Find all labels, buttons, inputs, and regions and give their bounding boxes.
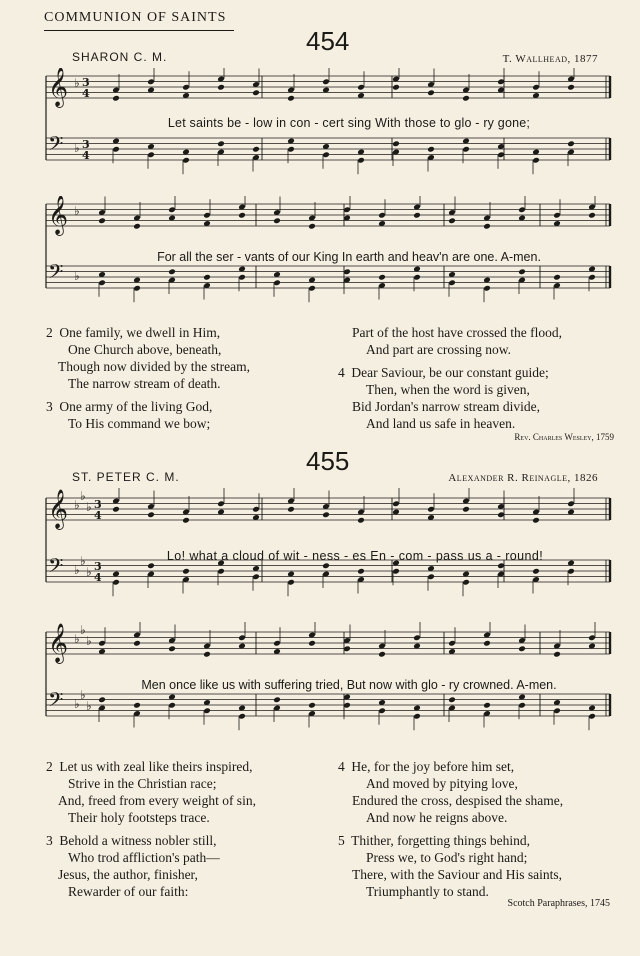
flat-icon: ♭ [74,141,80,155]
verse-line: Jesus, the author, finisher, [58,867,198,882]
flat-icon: ♭ [74,563,80,577]
note-head [483,702,491,709]
verse-line: And land us safe in heaven. [366,416,516,431]
hymn-number: 454 [306,26,350,56]
verse-line: Press we, to God's right hand; [366,850,528,865]
verse-line: Let us with zeal like theirs inspired, [59,759,253,774]
note-head [273,217,281,224]
verse-line: Though now divided by the stream, [58,359,250,374]
verse [46,398,212,432]
verse-line: One Church above, beneath, [68,342,222,357]
flat-icon: ♭ [86,634,92,648]
note-head [182,517,190,524]
treble-clef-icon: 𝄞 [48,623,69,663]
note-head [483,223,491,230]
verse-line: The narrow stream of death. [68,376,221,391]
time-signature-top: 3 [94,498,102,511]
verse-number: 2 [46,325,53,340]
time-signature-bottom: 4 [94,571,102,584]
note-head [567,140,575,147]
verse-line: There, with the Saviour and His saints, [352,867,562,882]
note-head [112,95,120,102]
verse-number: 3 [46,399,53,414]
note-head [98,696,106,703]
composer: T. Wallhead, 1877 [502,53,598,65]
verse-line: Endured the cross, despised the shame, [352,793,564,808]
verse [46,758,256,826]
note-head [322,511,330,518]
verse-line: Part of the host have crossed the flood, [352,325,562,340]
bass-clef-icon: 𝄢 [48,554,64,582]
note-head [553,651,561,658]
note-head [357,568,365,575]
flat-icon: ♭ [74,498,80,512]
note-head [518,268,526,275]
note-head [322,562,330,569]
verse-number: 2 [46,759,53,774]
flat-icon: ♭ [80,623,86,637]
note-head [287,95,295,102]
note-head [308,223,316,230]
note-head [273,696,281,703]
verse-line: And part are crossing now. [366,342,511,357]
time-signature-top: 3 [82,76,90,89]
section-header: COMMUNION OF SAINTS [44,10,227,25]
verse-number: 5 [338,833,345,848]
tune-name: SHARON C. M. [72,50,168,64]
verse-line: Their holy footsteps trace. [68,810,210,825]
note-head [308,702,316,709]
attribution: Rev. Charles Wesley, 1759 [514,432,614,442]
flat-icon: ♭ [86,500,92,514]
note-head [133,702,141,709]
flat-icon: ♭ [86,699,92,713]
composer: Alexander R. Reinagle, 1826 [448,472,598,484]
time-signature-top: 3 [94,560,102,573]
time-signature-bottom: 4 [82,149,90,162]
note-head [147,562,155,569]
verse-line: Behold a witness nobler still, [59,833,217,848]
flat-icon: ♭ [80,554,86,568]
note-head [147,511,155,518]
note-head [462,95,470,102]
header-rule [44,30,234,31]
note-head [378,651,386,658]
flat-icon: ♭ [86,565,92,579]
verse [338,832,562,900]
flat-icon: ♭ [74,76,80,90]
time-signature-top: 3 [82,138,90,151]
verse-line: And, freed from every weight of sin, [58,793,256,808]
flat-icon: ♭ [74,204,80,218]
attribution: Scotch Paraphrases, 1745 [507,898,610,909]
note-head [308,640,316,647]
verse-line: One family, we dwell in Him, [59,325,221,340]
note-head [133,223,141,230]
verse-line: And now he reigns above. [366,810,508,825]
time-signature-bottom: 4 [94,509,102,522]
tune-name: ST. PETER C. M. [72,470,180,484]
note-head [252,146,260,153]
lyric-line: Men once like us with suffering tried, But now with glo - ry crowned. A-men. [141,678,557,692]
bass-clef-icon: 𝄢 [48,260,64,288]
flat-icon: ♭ [80,688,86,702]
treble-clef-icon: 𝄞 [48,196,69,235]
note-head [392,140,400,147]
note-head [532,568,540,575]
note-head [287,506,295,513]
bass-clef-icon: 𝄢 [48,132,64,160]
note-head [378,274,386,281]
note-head [203,651,211,658]
note-head [357,517,365,524]
flat-icon: ♭ [80,489,86,503]
lyric-line: For all the ser - vants of our King In earth and heav'n are one. A-men. [157,250,541,264]
verse-line: Who trod affliction's path— [68,850,220,865]
verse [338,758,563,826]
verse-line: Thither, forgetting things behind, [351,833,530,848]
verse-line: One army of the living God, [59,399,213,414]
note-head [567,84,575,91]
note-head [98,217,106,224]
note-head [532,517,540,524]
verse [352,324,562,358]
note-head [133,640,141,647]
verse-number: 4 [338,365,345,380]
note-head [553,274,561,281]
note-head [448,696,456,703]
lyric-line: Let saints be - low in con - cert sing With those to glo - ry gone; [167,116,531,130]
note-head [462,506,470,513]
note-head [168,268,176,275]
note-head [588,212,596,219]
note-head [252,89,260,96]
flat-icon: ♭ [74,632,80,646]
verse-line: Rewarder of our faith: [68,884,189,899]
verse [46,324,250,392]
verse [46,832,220,900]
verse [338,364,549,432]
verse-number: 3 [46,833,53,848]
note-head [427,146,435,153]
note-head [392,84,400,91]
verse-line: Dear Saviour, be our constant guide; [351,365,549,380]
flat-icon: ♭ [74,269,80,283]
flat-icon: ♭ [74,697,80,711]
note-head [217,140,225,147]
note-head [182,568,190,575]
verse-line: Then, when the word is given, [366,382,530,397]
note-head [168,645,176,652]
note-head [483,640,491,647]
note-head [427,89,435,96]
verse-line: To His command we bow; [68,416,211,431]
treble-clef-icon: 𝄞 [48,489,69,529]
verse-line: Bid Jordan's narrow stream divide, [352,399,541,414]
lyric-line: Lo! what a cloud of wit - ness - es En - com - pass us a - round! [166,549,544,563]
bass-clef-icon: 𝄢 [48,688,64,716]
note-head [112,506,120,513]
verse-line: He, for the joy before him set, [351,759,515,774]
treble-clef-icon: 𝄞 [48,68,69,107]
verse-line: Strive in the Christian race; [68,776,217,791]
verse-line: Triumphantly to stand. [366,884,489,899]
verse-number: 4 [338,759,345,774]
note-head [413,212,421,219]
note-head [203,274,211,281]
hymn-number: 455 [306,446,350,476]
note-head [238,212,246,219]
verse-line: And moved by pitying love, [366,776,518,791]
note-head [448,217,456,224]
time-signature-bottom: 4 [82,87,90,100]
note-head [518,645,526,652]
note-head [217,84,225,91]
